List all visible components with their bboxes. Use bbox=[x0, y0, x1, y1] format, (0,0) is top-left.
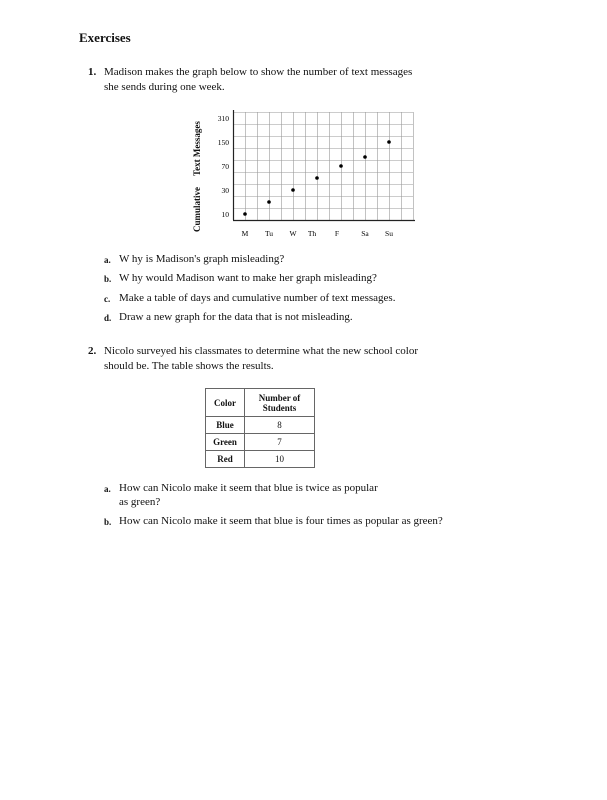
text-messages-chart bbox=[217, 112, 413, 247]
exercise-2-text-line2: should be. The table shows the results. bbox=[104, 360, 274, 372]
exercise-1-item-letter: d. bbox=[104, 313, 112, 323]
y-tick-label: 70 bbox=[221, 162, 229, 171]
exercise-1-item-text: W hy would Madison want to make her graph misleading? bbox=[119, 272, 377, 284]
exercise-1-item-text: W hy is Madison's graph misleading? bbox=[119, 253, 285, 265]
table-cell-color: Green bbox=[206, 434, 245, 451]
x-tick-label: Su bbox=[385, 229, 393, 238]
x-tick-label: F bbox=[334, 229, 340, 238]
x-tick-label: M bbox=[241, 229, 249, 238]
data-point bbox=[243, 212, 247, 216]
x-tick-label: Sa bbox=[361, 229, 369, 238]
exercise-2-text-line1: Nicolo surveyed his classmates to determine what the new school color bbox=[104, 345, 419, 357]
exercise-1-text-line1: Madison makes the graph below to show the number of text messages bbox=[104, 66, 413, 78]
exercise-2a-letter: a. bbox=[104, 484, 111, 494]
exercise-2b-text: How can Nicolo make it seem that blue is four times as popular as green? bbox=[119, 515, 443, 527]
exercise-1-number: 1. bbox=[88, 66, 97, 78]
chart-plot-area bbox=[217, 112, 413, 247]
exercise-2a-text-line2: as green? bbox=[119, 496, 161, 508]
exercise-2a-text: How can Nicolo make it seem that blue is twice as popular bbox=[119, 482, 378, 494]
table-cell-count: 10 bbox=[245, 451, 315, 468]
data-point bbox=[363, 155, 367, 159]
table-row bbox=[206, 451, 315, 468]
table-header-count-line1: Number of bbox=[258, 392, 301, 403]
data-point bbox=[387, 140, 391, 144]
exercise-1-item-text: Draw a new graph for the data that is not misleading. bbox=[119, 311, 353, 323]
table-header-number-of-students bbox=[245, 389, 315, 417]
chart-ylabel-text-messages: Text Messages bbox=[192, 121, 202, 176]
exercise-1-item-letter: b. bbox=[104, 274, 112, 284]
data-point bbox=[315, 176, 319, 180]
exercise-2b-letter: b. bbox=[104, 517, 112, 527]
table-header-count-line2: Students bbox=[262, 402, 297, 413]
data-point bbox=[267, 200, 271, 204]
y-tick-label: 30 bbox=[221, 186, 229, 195]
table-cell-color: Red bbox=[206, 451, 245, 468]
results-table bbox=[205, 388, 315, 468]
chart-ylabel-cumulative: Cumulative bbox=[192, 187, 202, 232]
x-tick-label: Tu bbox=[264, 229, 274, 238]
exercise-1-item-text: Make a table of days and cumulative number of text messages. bbox=[119, 292, 396, 304]
x-tick-label: Th bbox=[307, 229, 317, 238]
x-tick-label: W bbox=[289, 229, 297, 238]
y-tick-label: 150 bbox=[217, 138, 229, 147]
y-tick-label: 310 bbox=[217, 114, 229, 123]
table-header-color: Color bbox=[206, 389, 245, 417]
table-cell-count: 8 bbox=[245, 417, 315, 434]
table-row bbox=[206, 434, 315, 451]
exercise-2-number: 2. bbox=[88, 345, 97, 357]
exercise-1-item-letter: a. bbox=[104, 255, 111, 265]
data-point bbox=[339, 164, 343, 168]
table-cell-color: Blue bbox=[206, 417, 245, 434]
exercise-1-item-letter: c. bbox=[104, 294, 111, 304]
exercise-1-text-line2: she sends during one week. bbox=[104, 81, 225, 93]
data-point bbox=[291, 188, 295, 192]
table-row bbox=[206, 417, 315, 434]
table-cell-count: 7 bbox=[245, 434, 315, 451]
page-heading: Exercises bbox=[79, 30, 131, 45]
y-tick-label: 10 bbox=[221, 210, 229, 219]
